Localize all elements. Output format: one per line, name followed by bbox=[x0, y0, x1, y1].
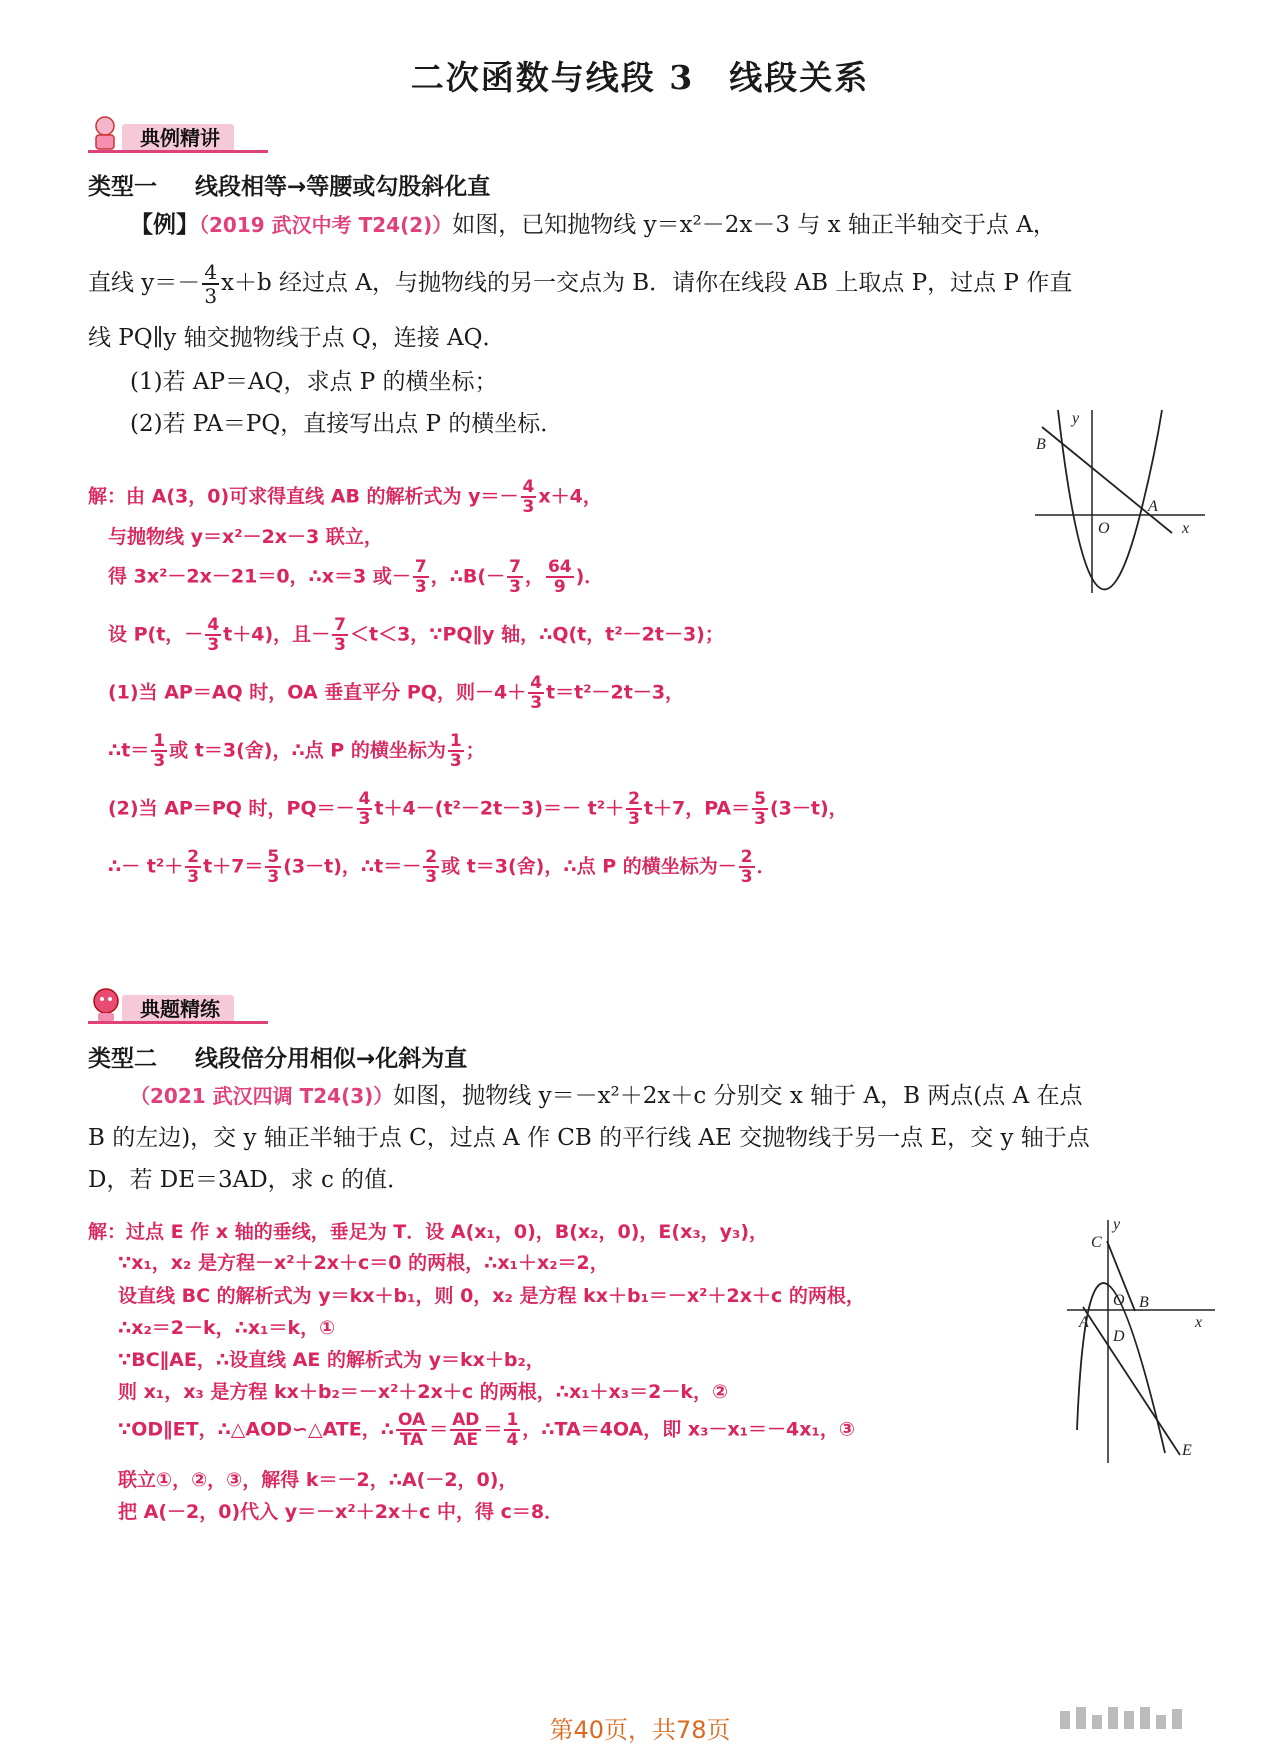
solution-2 bbox=[88, 1215, 1048, 1545]
fig2-label-x: x bbox=[1195, 1314, 1203, 1331]
example-source: （2019 武汉中考 T24(2)） bbox=[199, 213, 453, 237]
problem-line-3: 线 PQ∥y 轴交抛物线于点 Q，连接 AQ． bbox=[88, 325, 506, 351]
heading-label: 类型一 bbox=[88, 174, 157, 200]
solution-1 bbox=[88, 470, 1048, 900]
fig1-label-x: x bbox=[1182, 520, 1190, 537]
fig2-label-C: C bbox=[1091, 1234, 1102, 1251]
example-problem bbox=[88, 202, 1188, 445]
sol2-line-9: 把 A(－2，0)代入 y＝－x²＋2x＋c 中，得 c＝8． bbox=[118, 1501, 564, 1523]
tag-underline bbox=[88, 1021, 268, 1024]
fig1-label-B: B bbox=[1036, 436, 1046, 453]
sol1-line-2: 与抛物线 y＝x²－2x－3 联立， bbox=[108, 526, 383, 548]
fig2-label-D: D bbox=[1113, 1328, 1125, 1345]
practice-line-3: D，若 DE＝3AD，求 c 的值． bbox=[88, 1167, 411, 1193]
figure-parabola-1 bbox=[1030, 405, 1210, 595]
question-2: (2)若 PA＝PQ，直接写出点 P 的横坐标． bbox=[130, 411, 564, 437]
section-tag-label: 典题精练 bbox=[122, 995, 234, 1023]
practice-source: （2021 武汉四调 T24(3)） bbox=[130, 1084, 394, 1108]
fig2-label-O: O bbox=[1113, 1292, 1125, 1309]
sol1-line-3: 得 3x²－2x－21＝0，∴x＝3 或－ $\frac{7}{3}$ ，∴B(－ $\frac{7}{3}$ ， $\frac{64}{9}$ )． bbox=[108, 557, 604, 597]
heading-label: 类型二 bbox=[88, 1046, 157, 1072]
practice-problem bbox=[88, 1075, 1188, 1201]
sol2-line-2: ∵x₁，x₂ 是方程－x²＋2x＋c＝0 的两根，∴x₁＋x₂＝2， bbox=[118, 1252, 609, 1274]
cartoon-mascot-icon bbox=[88, 985, 124, 1025]
tag-underline bbox=[88, 150, 268, 153]
page-footer: 第40页，共78页 bbox=[549, 1716, 731, 1744]
cartoon-girl-icon bbox=[88, 114, 122, 154]
sol1-line-1: 解：由 A(3，0)可求得直线 AB 的解析式为 y＝－ $\frac{4}{3}$ x＋4， bbox=[88, 477, 602, 517]
fig2-label-B: B bbox=[1139, 1294, 1149, 1311]
example-label: 【例】 bbox=[130, 212, 199, 238]
sol2-line-5: ∵BC∥AE，∴设直线 AE 的解析式为 y＝kx＋b₂， bbox=[118, 1349, 545, 1371]
problem-line-2b: x＋b 经过点 A，与抛物线的另一交点为 B．请你在线段 AB 上取点 P，过点 P 作直 bbox=[221, 270, 1073, 296]
sol2-line-4: ∴x₂＝2－k，∴x₁＝k，① bbox=[118, 1317, 336, 1339]
problem-line-1: 如图，已知抛物线 y＝x²－2x－3 与 x 轴正半轴交于点 A， bbox=[452, 212, 1056, 238]
sol2-line-8: 联立①，②，③，解得 k＝－2，∴A(－2，0)， bbox=[118, 1469, 518, 1491]
fraction-4-3: $\frac{4}{3}$ bbox=[204, 260, 218, 308]
sol1-line-7: (2)当 AP＝PQ 时，PQ＝－ $\frac{4}{3}$ t＋4－(t²－2t－3)＝－ t²＋ $\frac{2}{3}$ t＋7，PA＝ $\frac{5}{3}$ (3－t)， bbox=[108, 789, 848, 829]
sol1-line-6: ∴t＝ $\frac{1}{3}$ 或 t＝3(舍)，∴点 P 的横坐标为 $\frac{1}{3}$ ； bbox=[108, 731, 485, 771]
fig2-label-y: y bbox=[1113, 1216, 1121, 1233]
heading-text: 线段相等→等腰或勾股斜化直 bbox=[195, 174, 491, 200]
section-tag-practice bbox=[88, 985, 288, 1027]
figure-parabola-2 bbox=[1065, 1215, 1215, 1465]
fig2-label-E: E bbox=[1182, 1442, 1192, 1459]
problem-line-2a: 直线 y＝－ bbox=[88, 270, 201, 296]
sol1-line-5: (1)当 AP＝AQ 时，OA 垂直平分 PQ，则－4＋ $\frac{4}{3}$ t＝t²－2t－3， bbox=[108, 673, 685, 713]
section-heading-type1 bbox=[88, 168, 490, 201]
watermark-bars bbox=[1060, 1707, 1188, 1729]
question-1: (1)若 AP＝AQ，求点 P 的横坐标； bbox=[130, 369, 498, 395]
sol1-line-8: ∴－ t²＋ $\frac{2}{3}$ t＋7＝ $\frac{5}{3}$ (3－t)，∴t＝－ $\frac{2}{3}$ 或 t＝3(舍)，∴点 P 的横坐标为－ $\frac{2}{3}$ ． bbox=[108, 847, 776, 887]
practice-line-1: 如图，抛物线 y＝－x²＋2x＋c 分别交 x 轴于 A，B 两点(点 A 在点 bbox=[393, 1083, 1083, 1109]
fig1-label-y: y bbox=[1072, 410, 1080, 427]
sol2-line-1: 解：过点 E 作 x 轴的垂线，垂足为 T．设 A(x₁，0)，B(x₂，0)，E(x₃，y₃)， bbox=[88, 1221, 769, 1243]
fig1-label-A: A bbox=[1148, 498, 1158, 515]
heading-text: 线段倍分用相似→化斜为直 bbox=[195, 1046, 468, 1072]
sol2-line-7: ∵OD∥ET，∴△AOD∽△ATE，∴ $\frac{OA}{TA}$ ＝ $\frac{AD}{AE}$ ＝ $\frac{1}{4}$ ，∴TA＝4OA，即 x₃－x₁＝－4x₁，③ bbox=[118, 1410, 855, 1450]
practice-line-2: B 的左边)，交 y 轴正半轴于点 C，过点 A 作 CB 的平行线 AE 交抛物线于另一点 E，交 y 轴于点 bbox=[88, 1125, 1090, 1151]
section-tag-examples bbox=[88, 114, 288, 156]
fig2-label-A: A bbox=[1079, 1314, 1089, 1331]
sol1-line-4: 设 P(t，－ $\frac{4}{3}$ t＋4)，且－ $\frac{7}{3}$ ＜t＜3，∵PQ∥y 轴，∴Q(t，t²－2t－3)； bbox=[108, 615, 724, 655]
sol2-line-6: 则 x₁，x₃ 是方程 kx＋b₂＝－x²＋2x＋c 的两根，∴x₁＋x₃＝2－k，② bbox=[118, 1381, 729, 1403]
section-tag-label: 典例精讲 bbox=[122, 124, 234, 152]
page-title: 二次函数与线段 3 线段关系 bbox=[410, 58, 870, 97]
sol2-line-3: 设直线 BC 的解析式为 y＝kx＋b₁，则 0，x₂ 是方程 kx＋b₁＝－x²＋2x＋c 的两根， bbox=[118, 1285, 865, 1307]
section-heading-type2 bbox=[88, 1040, 467, 1073]
fig1-label-O: O bbox=[1098, 520, 1110, 537]
